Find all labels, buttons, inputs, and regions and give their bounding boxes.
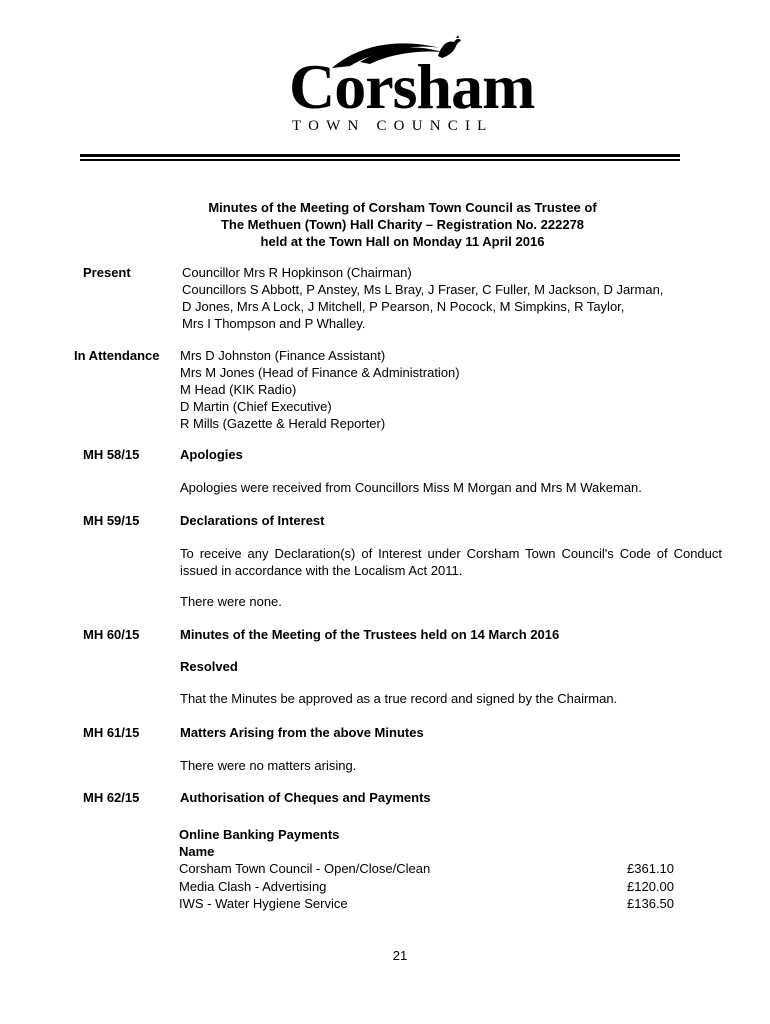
- item-text: There were no matters arising.: [180, 758, 357, 773]
- item-ref: MH 60/15: [83, 627, 140, 642]
- item-ref: MH 59/15: [83, 513, 140, 528]
- header-rule-thin: [80, 159, 680, 161]
- item-text: To receive any Declaration(s) of Interest under Corsham Town Council's Code of Conduct issued in accordance with the Localism Act 2011.: [180, 546, 722, 578]
- attendance-line: Mrs M Jones (Head of Finance & Administration): [180, 365, 460, 380]
- item-heading: Matters Arising from the above Minutes: [180, 725, 424, 740]
- payment-name: IWS - Water Hygiene Service: [179, 896, 348, 911]
- present-line: Councillors S Abbott, P Anstey, Ms L Bray, J Fraser, C Fuller, M Jackson, D Jarman,: [182, 282, 664, 297]
- item-text-2: There were none.: [180, 594, 282, 609]
- present-line: Councillor Mrs R Hopkinson (Chairman): [182, 265, 412, 280]
- present-label: Present: [83, 265, 131, 280]
- attendance-label: In Attendance: [74, 348, 160, 363]
- payment-amount: £361.10: [627, 861, 674, 876]
- page-number: 21: [392, 948, 408, 963]
- present-line: D Jones, Mrs A Lock, J Mitchell, P Pearson, N Pocock, M Simpkins, R Taylor,: [182, 299, 625, 314]
- payment-name: Corsham Town Council - Open/Close/Clean: [179, 861, 431, 876]
- attendance-line: Mrs D Johnston (Finance Assistant): [180, 348, 386, 363]
- payment-amount: £136.50: [627, 896, 674, 911]
- present-line: Mrs I Thompson and P Whalley.: [182, 316, 366, 331]
- item-heading: Apologies: [180, 447, 243, 462]
- payment-amount: £120.00: [627, 879, 674, 894]
- item-heading: Declarations of Interest: [180, 513, 325, 528]
- item-text: That the Minutes be approved as a true record and signed by the Chairman.: [180, 691, 618, 706]
- attendance-list: [180, 347, 720, 432]
- title-line-1: Minutes of the Meeting of Corsham Town Council as Trustee of: [208, 200, 597, 215]
- item-subheading: Resolved: [180, 659, 238, 674]
- logo-wordmark: Corsham: [289, 51, 535, 122]
- item-heading: Authorisation of Cheques and Payments: [180, 790, 431, 805]
- document-title: [150, 199, 655, 250]
- item-ref: MH 62/15: [83, 790, 140, 805]
- attendance-line: D Martin (Chief Executive): [180, 399, 332, 414]
- item-ref: MH 58/15: [83, 447, 140, 462]
- title-line-3: held at the Town Hall on Monday 11 April 2016: [260, 234, 545, 249]
- attendance-line: R Mills (Gazette & Herald Reporter): [180, 416, 386, 431]
- payments-name-header: Name: [179, 844, 215, 859]
- payments-heading: Online Banking Payments: [179, 827, 340, 842]
- title-line-2: The Methuen (Town) Hall Charity – Registration No. 222278: [220, 217, 585, 232]
- item-heading: Minutes of the Meeting of the Trustees held on 14 March 2016: [180, 627, 560, 642]
- present-list: [182, 264, 742, 332]
- attendance-line: M Head (KIK Radio): [180, 382, 297, 397]
- payment-name: Media Clash - Advertising: [179, 879, 327, 894]
- item-ref: MH 61/15: [83, 725, 140, 740]
- logo-subtitle: TOWN COUNCIL: [292, 118, 494, 134]
- header-rule-thick: [80, 154, 680, 157]
- item-text: Apologies were received from Councillors Miss M Morgan and Mrs M Wakeman.: [180, 480, 642, 495]
